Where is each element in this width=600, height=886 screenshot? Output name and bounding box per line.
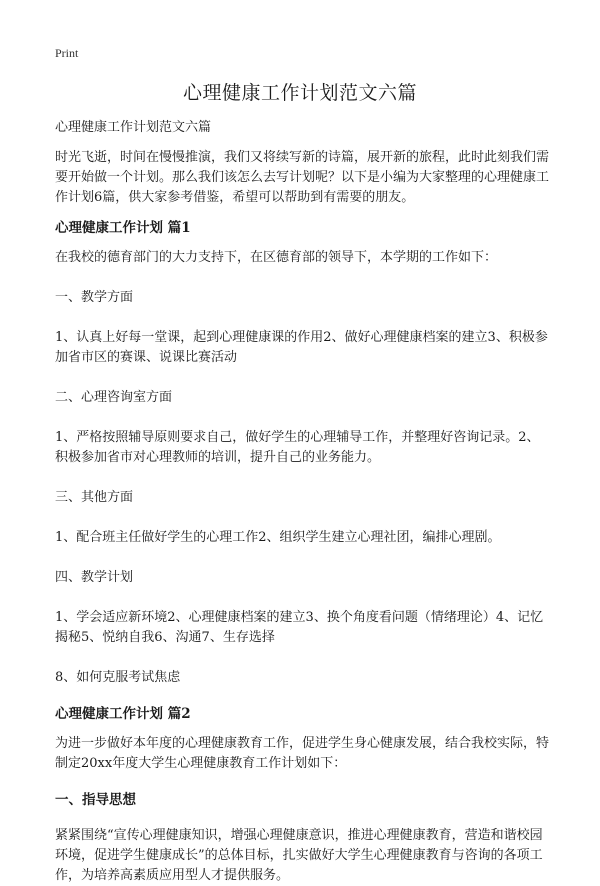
section1-paragraph: 1、配合班主任做好学生的心理工作2、组织学生建立心理社团，编排心理剧。 [55, 530, 501, 545]
section2-subheading: 一、指导思想 [55, 792, 136, 808]
section1-paragraph: 二、心理咨询室方面 [55, 390, 173, 405]
section1-paragraph: 三、其他方面 [55, 490, 134, 505]
section1-paragraph: 1、认真上好每一堂课，起到心理健康课的作用2、做好心理健康档案的建立3、积极参加省市区的赛课、说课比赛活动 [55, 330, 548, 365]
section1-paragraph: 1、学会适应新环境2、心理健康档案的建立3、换个角度看问题（情绪理论）4、记忆揭秘5、悦纳自我6、沟通7、生存选择 [55, 610, 544, 645]
section2-paragraph: 为进一步做好本年度的心理健康教育工作，促进学生身心健康发展，结合我校实际，特制定20xx年度大学生心理健康教育工作计划如下： [55, 736, 550, 771]
section-heading-1: 心理健康工作计划 篇1 [55, 220, 191, 236]
section1-paragraph: 四、教学计划 [55, 570, 134, 585]
section-heading-2: 心理健康工作计划 篇2 [55, 706, 191, 722]
section1-paragraph: 在我校的德育部门的大力支持下，在区德育部的领导下，本学期的工作如下： [55, 250, 498, 265]
intro-paragraph: 时光飞逝，时间在慢慢推演，我们又将续写新的诗篇，展开新的旅程，此时此刻我们需要开始做一个计划。那么我们该怎么去写计划呢？以下是小编为大家整理的心理健康工作计划6篇，供大家参考借鉴，希望可以帮助到有需要的朋友。 [55, 150, 550, 205]
document-body [55, 118, 550, 886]
document-title: 心理健康工作计划范文六篇 [182, 82, 417, 104]
section1-paragraph: 一、教学方面 [55, 290, 134, 305]
section2-sub-paragraph: 紧紧围绕“宣传心理健康知识，增强心理健康意识，推进心理健康教育，营造和谐校园环境，促进学生健康成长”的总体目标，扎实做好大学生心理健康教育与咨询的各项工作，为培养高素质应用型人才提供服务。 [55, 828, 543, 883]
section1-paragraph: 1、严格按照辅导原则要求自己，做好学生的心理辅导工作，并整理好咨询记录。2、积极参加省市对心理教师的培训，提升自己的业务能力。 [55, 430, 540, 465]
subtitle: 心理健康工作计划范文六篇 [55, 120, 212, 135]
section1-paragraph: 8、如何克服考试焦虑 [55, 670, 181, 685]
print-label: Print [55, 46, 79, 60]
